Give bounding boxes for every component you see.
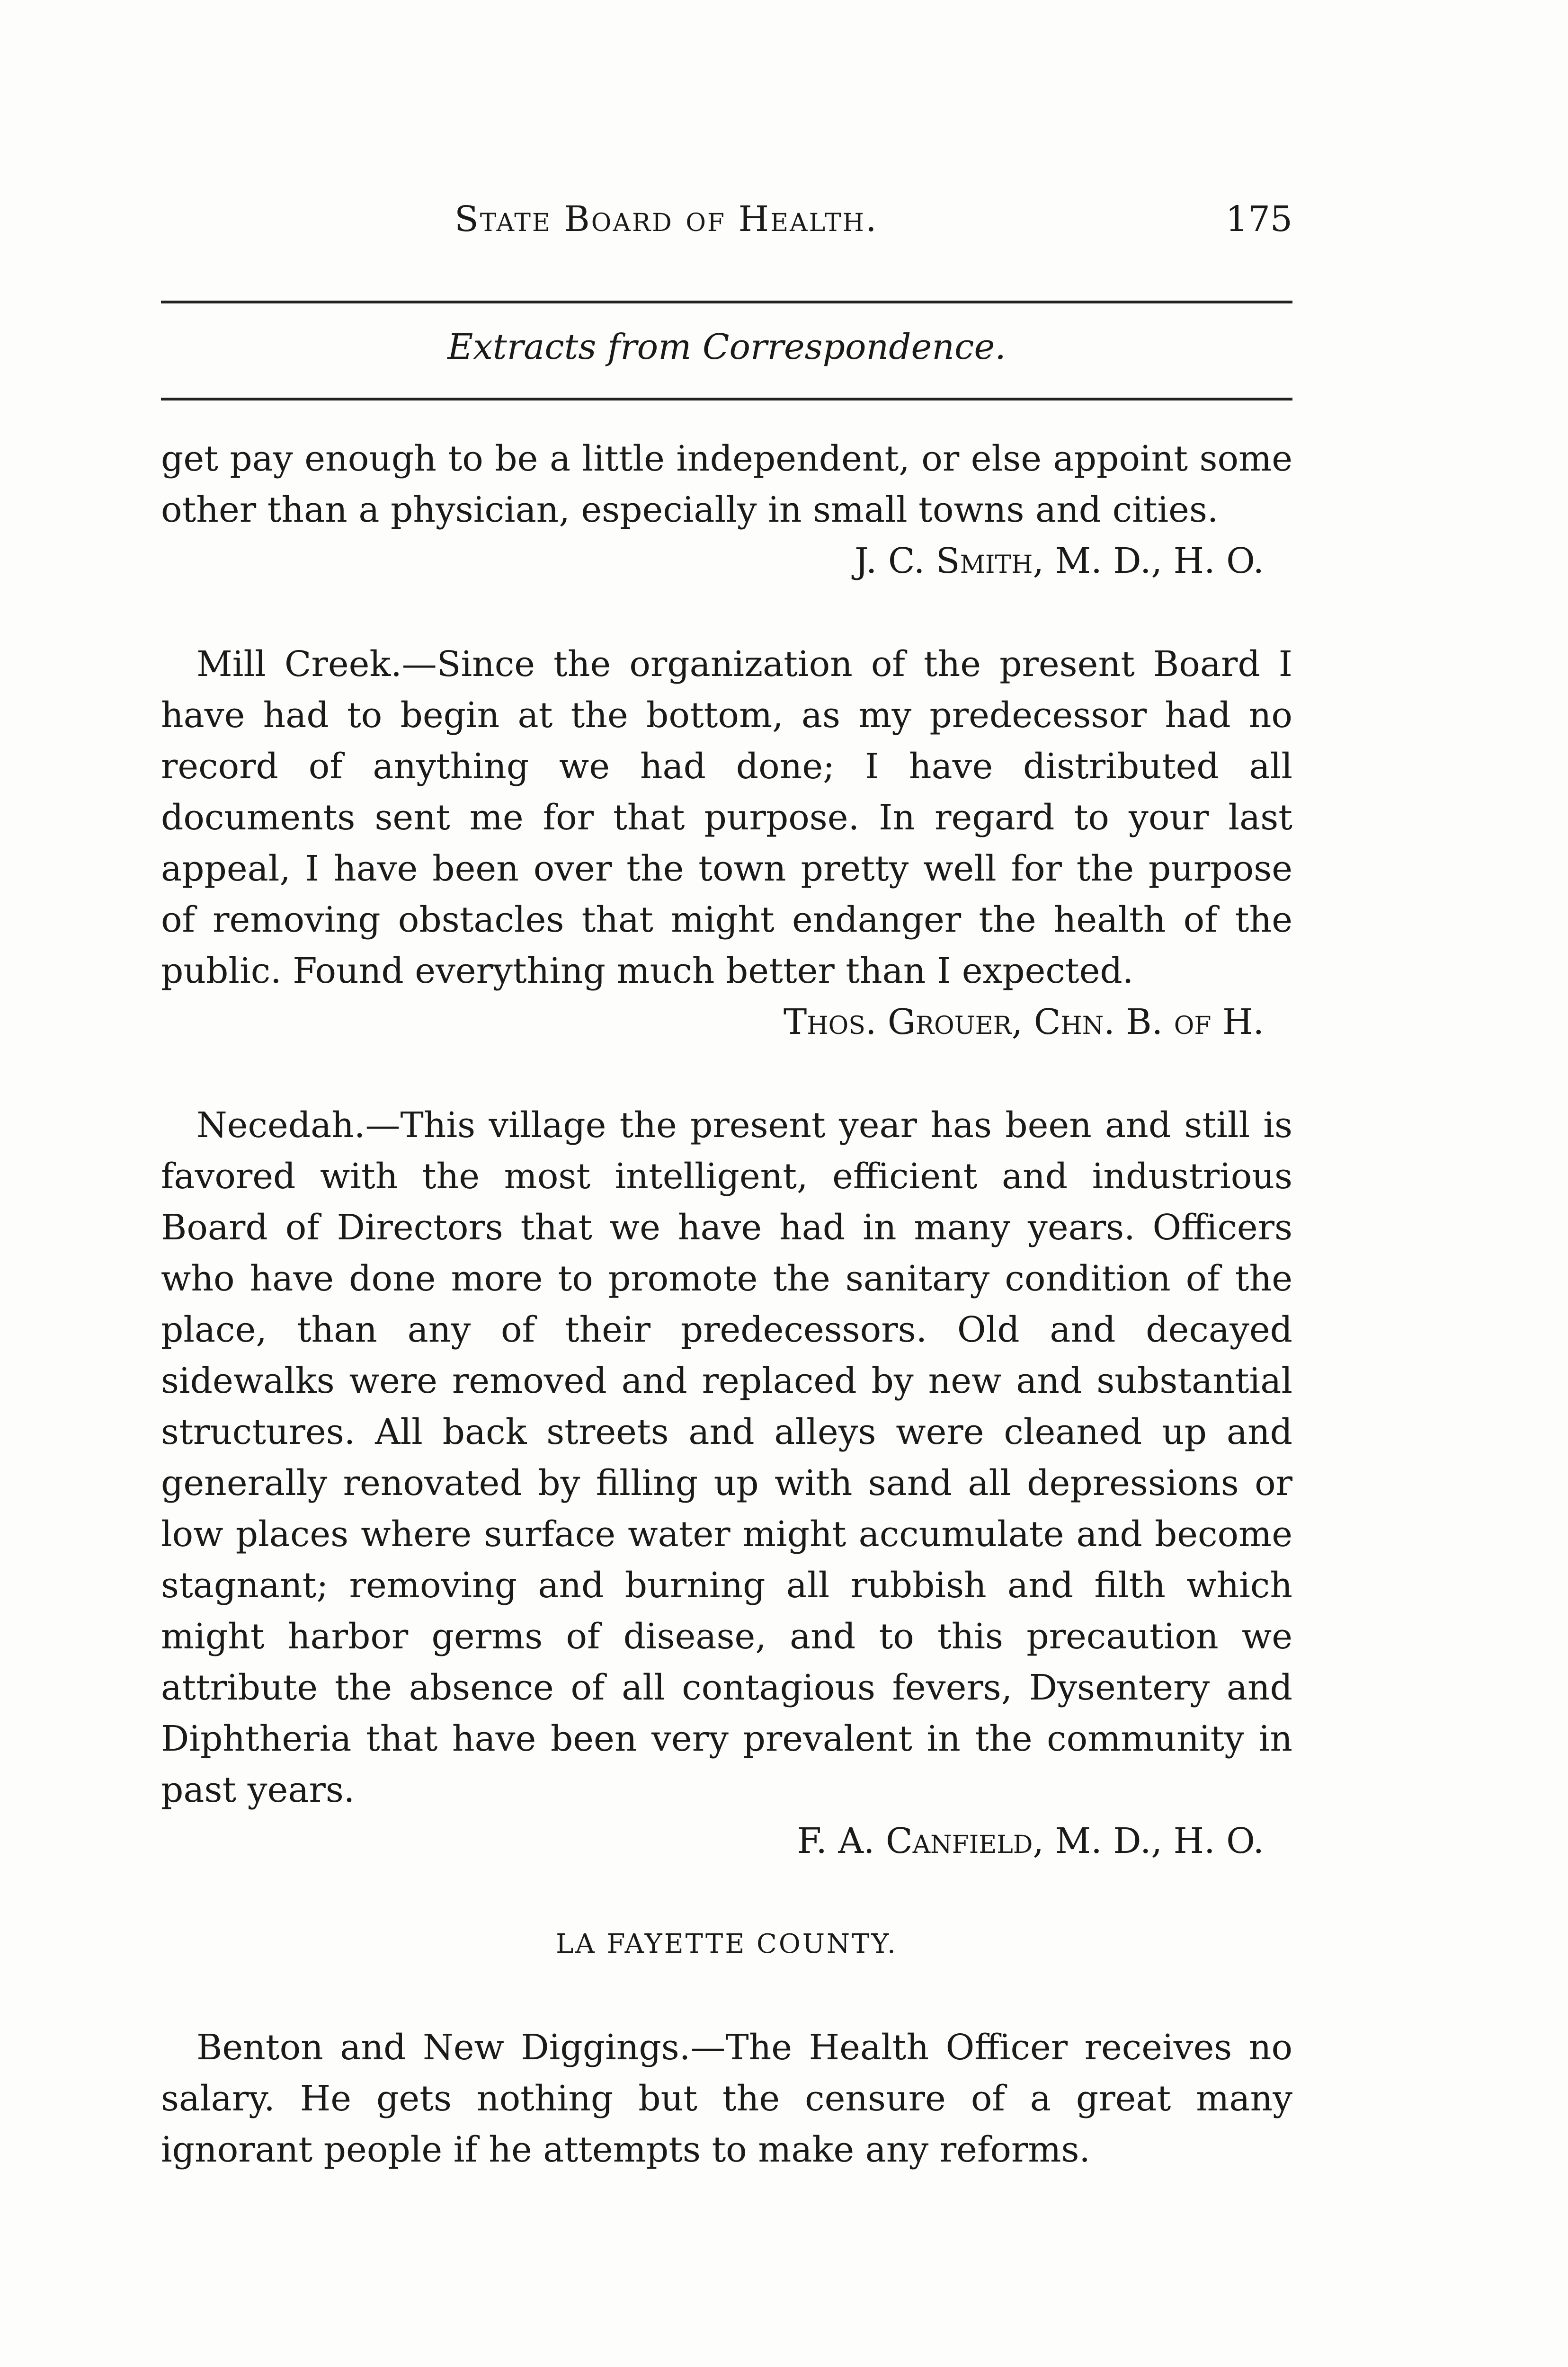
entry-text: get pay enough to be a little independent, or else appoint some other than a physician, especially in small towns and cities. [161,438,1292,530]
page-number: 175 [1225,199,1292,240]
section-subtitle: Extracts from Correspondence. [447,327,1006,367]
entry-signature: F. A. Canfield, M. D., H. O. [797,1821,1264,1861]
header-rule-bottom [161,398,1292,400]
entry-text: Benton and New Diggings.—The Health Officer receives no salary. He gets nothing but the censure of a great many ignorant people if he attempts to make any reforms. [161,2027,1292,2170]
page-header [161,199,1292,256]
header-rule-top [161,301,1292,303]
county-heading: LA FAYETTE COUNTY. [556,1929,898,1959]
entry-signature: Thos. Grouer, Chn. B. of H. [783,1002,1264,1042]
entry-text: Necedah.—This village the present year has been and still is favored with the most intelligent, efficient and industrious Board of Directors that we have had in many years. Officers who have done more to promote the sanitary condition of the place, than any of their predecessors. Old and decayed sidewalks were removed and replaced by new and substantial structures. All back streets and alleys were cleaned up and generally renovated by filling up with sand all depressions or low places where surface water might accumulate and become stagnant; removing and burning all rubbish and filth which might harbor germs of disease, and to this precaution we attribute the absence of all contagious fevers, Dysentery and Diphtheria that have been very prevalent in the community in past years. [161,1105,1292,1810]
entry-signature: J. C. Smith, M. D., H. O. [854,541,1264,581]
entry-text: Mill Creek.—Since the organization of the present Board I have had to begin at the bottom, as my predecessor had no record of anything we had done; I have distributed all documents sent me for that purpose. In regard to your last appeal, I have been over the town pretty well for the purpose of removing obstacles that might endanger the health of the public. Found everything much better than I expected. [161,644,1292,991]
page-body [161,433,1292,2175]
running-title: State Board of Health. [454,199,878,240]
